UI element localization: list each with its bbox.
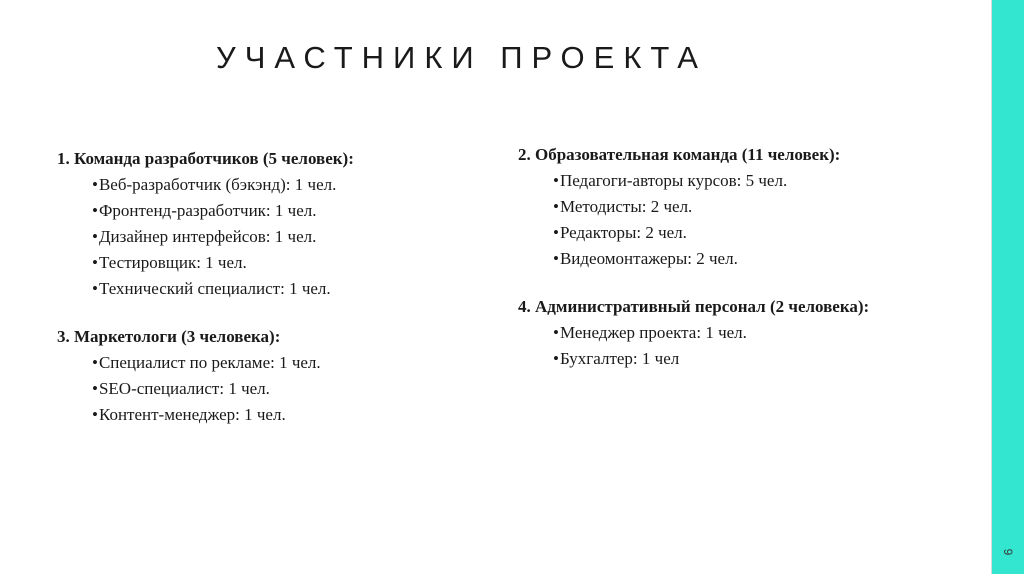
group-marketing xyxy=(57,324,321,428)
list-item xyxy=(92,198,354,224)
list-item xyxy=(553,320,869,346)
list-item-text: Тестировщик: 1 чел. xyxy=(98,253,247,272)
bullet-icon: • xyxy=(553,323,559,342)
list-item-text: Контент-менеджер: 1 чел. xyxy=(98,405,286,424)
accent-bar xyxy=(992,0,1024,574)
list-item xyxy=(553,246,840,272)
list-item-text: Педагоги-авторы курсов: 5 чел. xyxy=(559,171,788,190)
bullet-icon: • xyxy=(92,379,98,398)
list-item xyxy=(92,250,354,276)
list-item xyxy=(92,350,321,376)
list-item-text: Менеджер проекта: 1 чел. xyxy=(559,323,747,342)
list-item xyxy=(92,402,321,428)
list-item xyxy=(553,346,869,372)
bullet-icon: • xyxy=(92,405,98,424)
list-item-text: Методисты: 2 чел. xyxy=(559,197,693,216)
bullet-icon: • xyxy=(92,279,98,298)
bullet-icon: • xyxy=(553,171,559,190)
bullet-icon: • xyxy=(553,249,559,268)
group-list-development xyxy=(57,172,354,302)
list-item xyxy=(92,376,321,402)
list-item xyxy=(92,276,354,302)
list-item-text: Бухгалтер: 1 чел xyxy=(559,349,680,368)
list-item-text: Веб-разработчик (бэкэнд): 1 чел. xyxy=(98,175,337,194)
page-number: 9 xyxy=(1001,548,1015,556)
bullet-icon: • xyxy=(553,349,559,368)
group-list-administration xyxy=(518,320,869,372)
bullet-icon: • xyxy=(92,201,98,220)
bullet-icon: • xyxy=(553,223,559,242)
list-item-text: SEO-специалист: 1 чел. xyxy=(98,379,270,398)
bullet-icon: • xyxy=(92,353,98,372)
group-heading-administration: 4. Административный персонал (2 человека): xyxy=(518,297,870,316)
group-heading-education: 2. Образовательная команда (11 человек): xyxy=(518,145,841,164)
bullet-icon: • xyxy=(92,253,98,272)
group-education xyxy=(518,142,840,272)
bullet-icon: • xyxy=(92,175,98,194)
list-item xyxy=(553,194,840,220)
bullet-icon: • xyxy=(92,227,98,246)
list-item xyxy=(553,220,840,246)
list-item-text: Дизайнер интерфейсов: 1 чел. xyxy=(98,227,317,246)
list-item-text: Технический специалист: 1 чел. xyxy=(98,279,331,298)
group-list-marketing xyxy=(57,350,321,428)
list-item-text: Видеомонтажеры: 2 чел. xyxy=(559,249,738,268)
list-item xyxy=(553,168,840,194)
list-item-text: Специалист по рекламе: 1 чел. xyxy=(98,353,321,372)
list-item xyxy=(92,224,354,250)
bullet-icon: • xyxy=(553,197,559,216)
group-list-education xyxy=(518,168,840,272)
list-item-text: Фронтенд-разработчик: 1 чел. xyxy=(98,201,317,220)
list-item xyxy=(92,172,354,198)
group-administration xyxy=(518,294,869,372)
slide-title: УЧАСТНИКИ ПРОЕКТА xyxy=(216,40,707,75)
list-item-text: Редакторы: 2 чел. xyxy=(559,223,687,242)
group-heading-development: 1. Команда разработчиков (5 человек): xyxy=(57,149,354,168)
group-development xyxy=(57,146,354,302)
group-heading-marketing: 3. Маркетологи (3 человека): xyxy=(57,327,281,346)
